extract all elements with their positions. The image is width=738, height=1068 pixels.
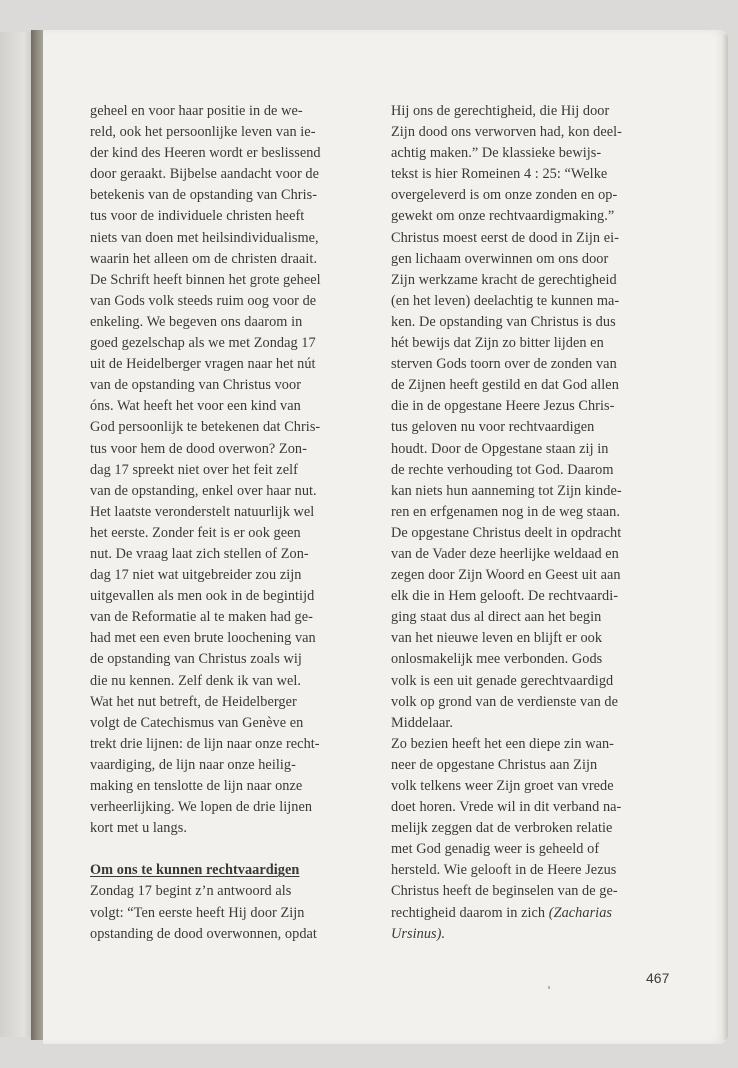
text-line: kan niets hun aanneming tot Zijn kinde-	[391, 482, 622, 499]
text-line: niets van doen met heilsindividualisme,	[90, 229, 319, 246]
left-text-column	[90, 101, 352, 945]
text-line: van de opstanding, enkel over haar nut.	[90, 482, 317, 499]
text-line: met God genadig weer is geheeld of	[391, 841, 600, 858]
text-line: doet horen. Vrede wil in dit verband na-	[391, 799, 622, 816]
text-line: (en het leven) deelachtig te kunnen ma-	[391, 292, 620, 309]
text-line: sterven Gods toorn over de zonden van	[391, 356, 617, 373]
text-line: van het nieuwe leven en blijft er ook	[391, 630, 603, 647]
text-line: nut. De vraag laat zich stellen of Zon-	[90, 545, 309, 562]
text-line: volk telkens weer Zijn groet van vrede	[391, 778, 614, 794]
text-line: melijk zeggen dat de verbroken relatie	[391, 820, 613, 837]
text-line: de rechte verhouding tot God. Daarom	[391, 461, 614, 478]
text-line: volgt: “Ten eerste heeft Hij door Zijn	[90, 904, 305, 921]
left-page-edge	[0, 32, 34, 1037]
text-line: tus voor de individuele christen heeft	[90, 208, 305, 225]
text-line: Christus moest eerst de dood in Zijn ei-	[391, 229, 619, 246]
text-line: Het laatste veronderstelt natuurlijk wel	[90, 503, 315, 520]
text-line: de opstanding van Christus zoals wij	[90, 651, 302, 668]
text-line: Christus heeft de beginselen van de ge-	[391, 883, 618, 900]
text-line: onlosmakelijk mee verbonden. Gods	[391, 651, 603, 668]
paragraph-gap	[90, 839, 352, 860]
text-line: uitgevallen als men ook in de begintijd	[90, 588, 315, 605]
text-line: die nu kennen. Zelf denk ik van wel.	[90, 672, 302, 689]
text-line: Zijn dood ons verworven had, kon deel-	[391, 124, 622, 141]
text-line: De opgestane Christus deelt in opdracht	[391, 524, 622, 541]
text-line: ken. De opstanding van Christus is dus	[391, 313, 616, 330]
text-line: trekt drie lijnen: de lijn naar onze recht-	[90, 735, 320, 752]
text-line: ren en erfgenamen nog in de weg staan.	[391, 503, 620, 520]
text-line: elk die in Hem gelooft. De rechtvaardi-	[391, 588, 619, 605]
text-line: geheel en voor haar positie in de we-	[90, 103, 303, 119]
text-line: dag 17 niet wat uitgebreider zou zijn	[90, 567, 302, 584]
text-line: de Zijnen heeft gestild en dat God allen	[391, 377, 619, 394]
text-line: Middelaar.	[391, 714, 454, 731]
text-line: kort met u langs.	[90, 820, 187, 837]
text-line: tekst is hier Romeinen 4 : 25: “Welke	[391, 166, 608, 183]
text-line-start: rechtigheid daarom in zich	[391, 904, 549, 921]
text-line: hersteld. Wie gelooft in de Heere Jezus	[391, 862, 617, 879]
text-line-with-citation	[391, 903, 659, 924]
text-line: waarin het alleen om de christen draait.	[90, 250, 318, 267]
text-line: overgeleverd is om onze zonden en op-	[391, 187, 618, 204]
page-number: 467	[646, 970, 670, 986]
text-line: opstanding de dood overwonnen, opdat	[90, 925, 317, 942]
text-line: betekenis van de opstanding van Chris-	[90, 187, 318, 204]
text-line: Wat het nut betreft, de Heidelberger	[90, 693, 297, 710]
text-line: van de Reformatie al te maken had ge-	[90, 609, 313, 626]
text-line: gen lichaam overwinnen om ons door	[391, 250, 609, 267]
paper-speck	[548, 986, 550, 989]
text-line: goed gezelschap als we met Zondag 17	[90, 335, 316, 352]
book-spine-gutter	[31, 30, 43, 1040]
text-line: óns. Wat heeft het voor een kind van	[90, 398, 301, 415]
right-text-column	[391, 101, 659, 945]
citation-continued: Ursinus).	[391, 925, 446, 942]
text-line: vaardiging, de lijn naar onze heilig-	[90, 756, 296, 773]
text-line: van de Vader deze heerlijke weldaad en	[391, 545, 619, 562]
section-heading: Om ons te kunnen rechtvaardigen	[90, 862, 300, 879]
text-line: van Gods volk steeds ruim oog voor de	[90, 292, 317, 309]
text-line: volk op grond van de verdienste van de	[391, 693, 619, 710]
text-line: volgt de Catechismus van Genève en	[90, 714, 304, 731]
text-line: Zijn werkzame kracht de gerechtigheid	[391, 271, 617, 288]
page-right-edge	[722, 34, 728, 1040]
text-line: ging staat dus al direct aan het begin	[391, 609, 602, 626]
text-line: uit de Heidelberger vragen naar het nút	[90, 356, 316, 373]
text-line: had met een even brute loochening van	[90, 630, 316, 647]
text-line: Zondag 17 begint z’n antwoord als	[90, 883, 292, 900]
text-line: God persoonlijk te betekenen dat Chris-	[90, 419, 321, 436]
text-line: dag 17 spreekt niet over het feit zelf	[90, 461, 298, 478]
text-line: De Schrift heeft binnen het grote geheel	[90, 271, 321, 288]
text-line: Zo bezien heeft het een diepe zin wan-	[391, 735, 614, 752]
citation: (Zacharias	[548, 904, 613, 921]
text-line: making en tenslotte de lijn naar onze	[90, 778, 303, 794]
text-line: van de opstanding van Christus voor	[90, 377, 302, 394]
text-line: door geraakt. Bijbelse aandacht voor de	[90, 166, 320, 183]
text-line: verheerlijking. We lopen de drie lijnen	[90, 799, 313, 816]
text-line: volk is een uit genade gerechtvaardigd	[391, 672, 614, 689]
text-line: zegen door Zijn Woord en Geest uit aan	[391, 567, 621, 584]
text-line: neer de opgestane Christus aan Zijn	[391, 756, 598, 773]
text-line: tus geloven nu voor rechtvaardigen	[391, 419, 595, 436]
text-line: Hij ons de gerechtigheid, die Hij door	[391, 103, 610, 119]
text-line: die in de opgestane Heere Jezus Chris-	[391, 398, 615, 415]
text-line: hét bewijs dat Zijn zo bitter lijden en	[391, 335, 604, 352]
text-line: achtig maken.” De klassieke bewijs-	[391, 145, 602, 162]
text-line: reld, ook het persoonlijke leven van ie-	[90, 124, 316, 141]
text-line: tus voor hem de dood overwon? Zon-	[90, 440, 307, 457]
text-line: gewekt om onze rechtvaardigmaking.”	[391, 208, 615, 225]
text-line: het eerste. Zonder feit is er ook geen	[90, 524, 301, 541]
text-line: houdt. Door de Opgestane staan zij in	[391, 440, 609, 457]
text-line: enkeling. We begeven ons daarom in	[90, 313, 303, 330]
text-line: der kind des Heeren wordt er beslissend	[90, 145, 321, 162]
